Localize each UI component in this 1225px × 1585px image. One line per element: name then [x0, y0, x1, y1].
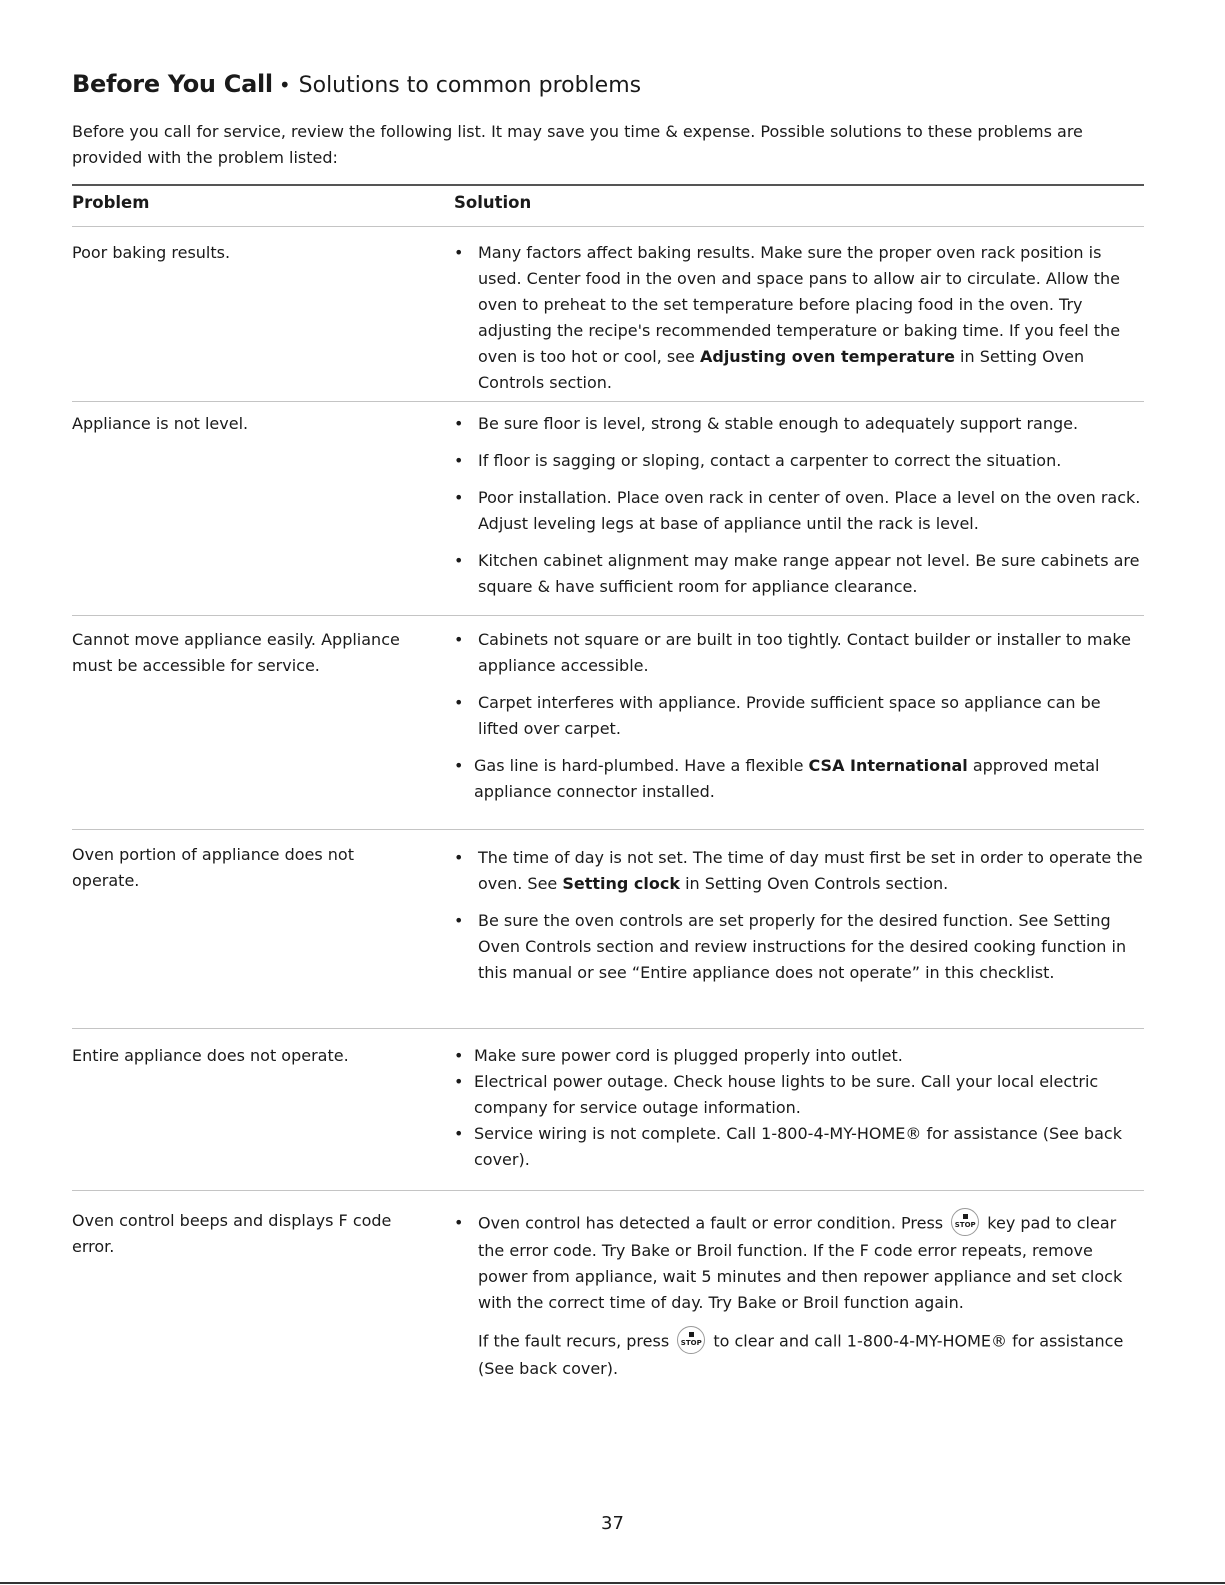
solution-item: • Be sure floor is level, strong & stable enough to adequately support range.	[454, 411, 1144, 437]
solution-item: • Many factors affect baking results. Make sure the proper oven rack position is used. Center food in the oven and space pans to allow air to circulate. Allow the oven to preheat to the set temperature before placing food in the oven. Try adjusting the recipe's recommended temperature or baking time. If you feel the oven is too hot or cool, see Adjusting oven temperature in Setting Oven Controls section.	[454, 240, 1144, 396]
page-bottom-border	[0, 1582, 1225, 1584]
bullet-icon: •	[454, 911, 464, 930]
intro-paragraph: Before you call for service, review the following list. It may save you time & expense. Possible solutions to these problems are provided with the problem listed:	[72, 122, 1083, 167]
problem-cell: Oven control beeps and displays F code error.	[72, 1211, 392, 1256]
solution-cell	[454, 1043, 1144, 1173]
row-divider	[72, 829, 1144, 830]
row-divider	[72, 401, 1144, 402]
bullet-icon: •	[454, 414, 464, 433]
bullet-icon: •	[454, 488, 464, 507]
bullet-icon: •	[454, 551, 464, 570]
bullet-icon: •	[454, 243, 464, 262]
bullet-icon: •	[454, 756, 464, 775]
bullet-icon: •	[454, 1124, 464, 1143]
heading-bullet: •	[278, 73, 291, 97]
solution-cell	[454, 845, 1144, 986]
problem-cell: Oven portion of appliance does not operate.	[72, 845, 354, 890]
column-header-solution: Solution	[454, 193, 532, 212]
stop-key-icon: STOP	[951, 1208, 979, 1236]
solution-item: • Kitchen cabinet alignment may make range appear not level. Be sure cabinets are square & have sufficient room for appliance clearance.	[454, 548, 1144, 600]
problem-cell: Cannot move appliance easily. Appliance must be accessible for service.	[72, 630, 400, 675]
row-divider	[72, 1190, 1144, 1191]
solution-item: • Be sure the oven controls are set properly for the desired function. See Setting Oven Controls section and review instructions for the desired cooking function in this manual or see “Entire appliance does not operate” in this checklist.	[454, 908, 1144, 986]
solution-item: • Service wiring is not complete. Call 1-800-4-MY-HOME® for assistance (See back cover).	[454, 1121, 1144, 1173]
problem-cell: Entire appliance does not operate.	[72, 1046, 349, 1065]
solution-item: • Oven control has detected a fault or error condition. Press STOP key pad to clear the error code. Try Bake or Broil function. If the F code error repeats, remove power from appliance, wait 5 minutes and then repower appliance and set clock with the correct time of day. Try Bake or Broil function again.	[454, 1210, 1144, 1316]
problem-cell: Poor baking results.	[72, 243, 231, 262]
bullet-icon: •	[454, 451, 464, 470]
page-heading	[72, 70, 641, 98]
solution-cell	[454, 411, 1144, 600]
bullet-icon: •	[454, 1046, 464, 1065]
solution-item: • The time of day is not set. The time of day must first be set in order to operate the oven. See Setting clock in Setting Oven Controls section.	[454, 845, 1144, 897]
bullet-icon: •	[454, 1213, 464, 1232]
bullet-icon: •	[454, 848, 464, 867]
solution-cell	[454, 1210, 1144, 1382]
solution-item: • Cabinets not square or are built in too tightly. Contact builder or installer to make appliance accessible.	[454, 627, 1144, 679]
bullet-icon: •	[454, 1072, 464, 1091]
table-top-rule	[72, 184, 1144, 186]
solution-item: • If floor is sagging or sloping, contact a carpenter to correct the situation.	[454, 448, 1144, 474]
bold-reference: Adjusting oven temperature	[699, 347, 955, 366]
bold-reference: CSA International	[808, 756, 968, 775]
bold-reference: Setting clock	[562, 874, 680, 893]
stop-key-icon: STOP	[677, 1326, 705, 1354]
problem-cell: Appliance is not level.	[72, 414, 249, 433]
heading-title: Before You Call	[72, 70, 273, 98]
bullet-icon: •	[454, 630, 464, 649]
bullet-icon: •	[454, 693, 464, 712]
heading-subtitle: Solutions to common problems	[298, 73, 642, 98]
solution-item: • Gas line is hard-plumbed. Have a flexible CSA International approved metal appliance connector installed.	[454, 753, 1144, 805]
solution-cell	[454, 627, 1144, 805]
solution-item: • Carpet interferes with appliance. Provide sufficient space so appliance can be lifted over carpet.	[454, 690, 1144, 742]
row-divider	[72, 615, 1144, 616]
row-divider	[72, 1028, 1144, 1029]
solution-item-continued: If the fault recurs, press STOP to clear and call 1-800-4-MY-HOME® for assistance (See back cover).	[454, 1328, 1144, 1382]
column-header-problem: Problem	[72, 193, 150, 212]
page-number: 37	[601, 1513, 624, 1534]
header-divider	[72, 226, 1144, 227]
solution-item: • Make sure power cord is plugged properly into outlet.	[454, 1043, 1144, 1069]
solution-cell	[454, 240, 1144, 396]
solution-item: • Electrical power outage. Check house lights to be sure. Call your local electric company for service outage information.	[454, 1069, 1144, 1121]
solution-item: • Poor installation. Place oven rack in center of oven. Place a level on the oven rack. Adjust leveling legs at base of appliance until the rack is level.	[454, 485, 1144, 537]
